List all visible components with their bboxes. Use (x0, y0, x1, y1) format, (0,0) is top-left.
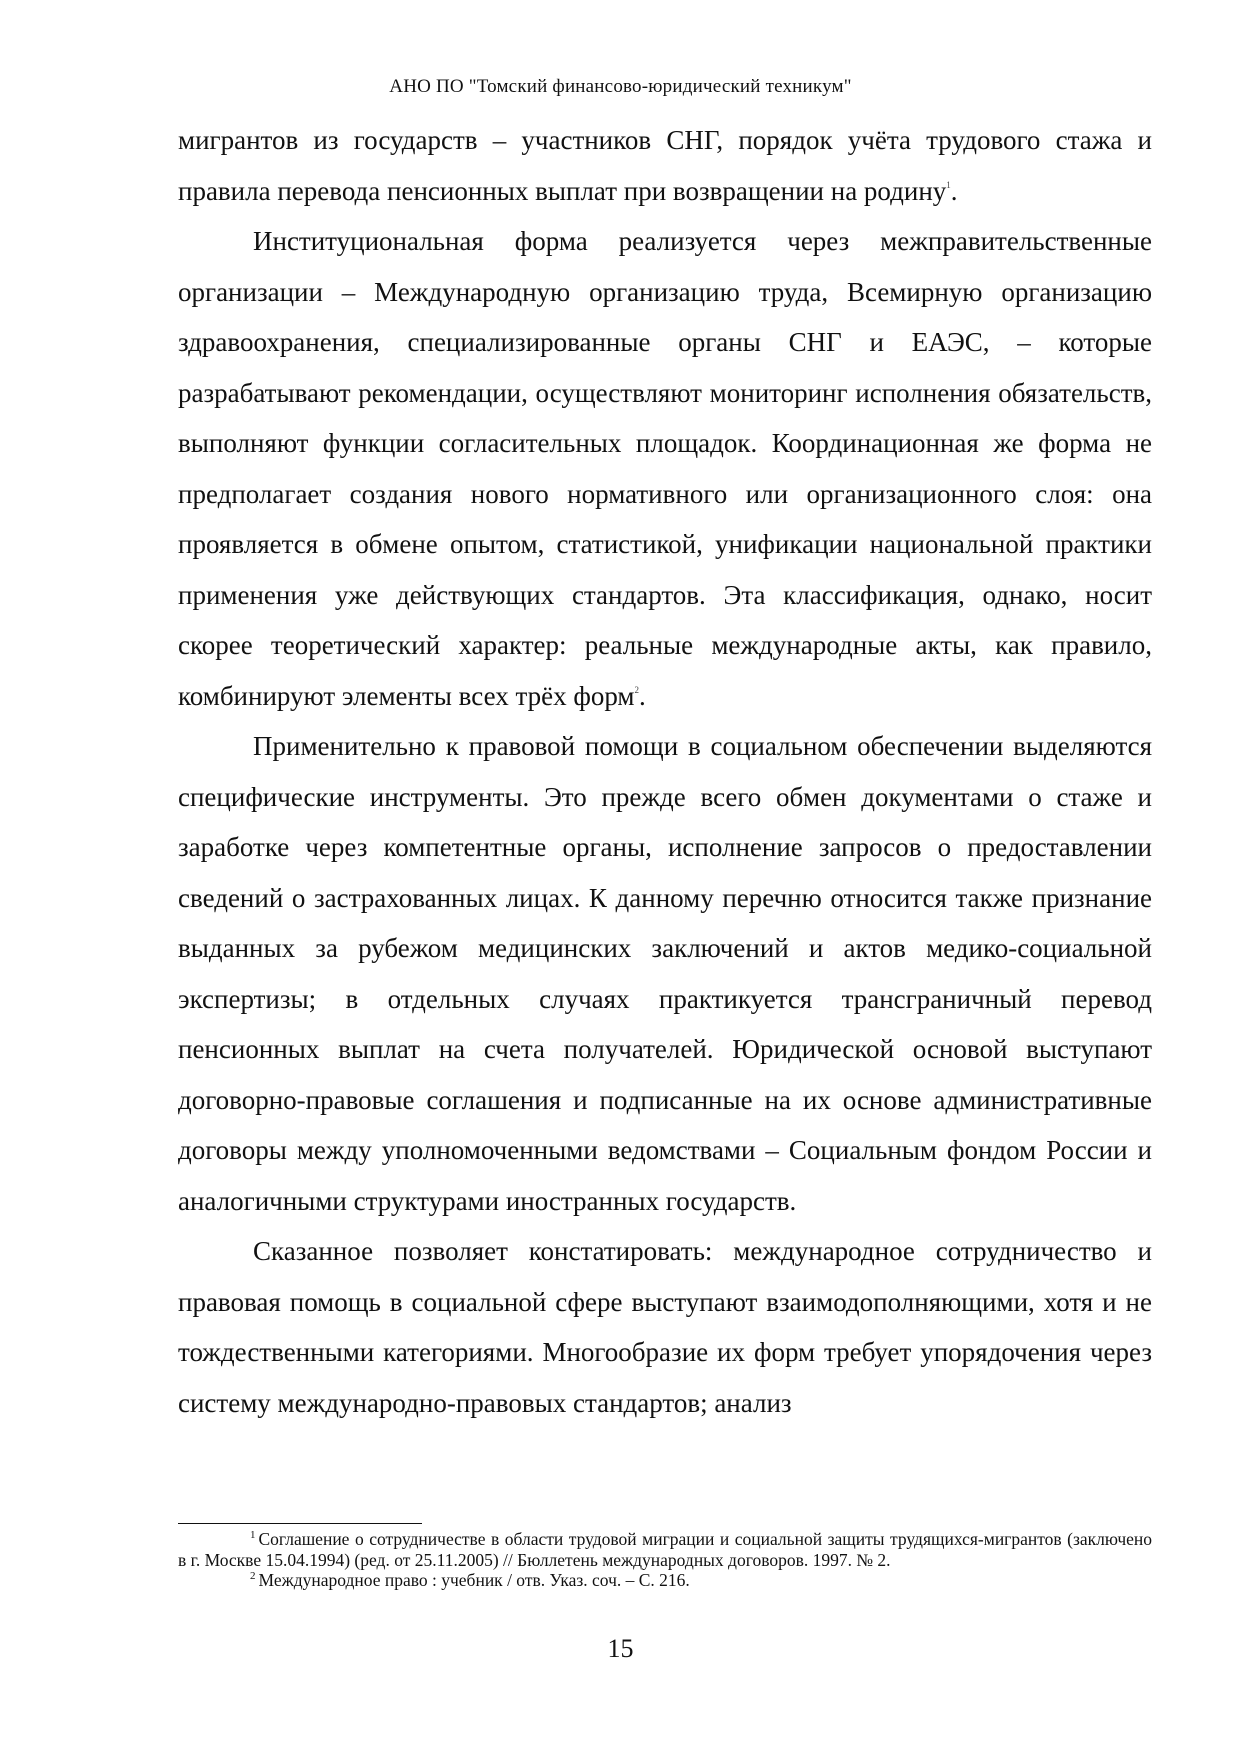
running-header: АНО ПО "Томский финансово-юридический техникум" (389, 76, 852, 97)
footnote-2 (178, 1570, 1152, 1591)
main-text (178, 115, 1152, 1428)
footnote-ref-1[interactable]: 1 (946, 179, 951, 190)
paragraph-4: Сказанное позволяет констатировать: международное сотрудничество и правовая помощь в социальной сфере выступают взаимодополняющими, хотя и не тождественными категориями. Многообразие их форм требует упорядочения через систему международно-правовых стандартов; анализ (178, 1236, 1152, 1418)
footnote-2-text: Международное право : учебник / отв. Указ. соч. – С. 216. (258, 1570, 690, 1590)
paragraph-1 (178, 115, 1152, 216)
paragraph-1-text: мигрантов из государств – участников СНГ, порядок учёта трудового стажа и правила перевода пенсионных выплат при возвращении на родину (178, 125, 1152, 206)
footnote-separator (178, 1523, 422, 1524)
footnote-1 (178, 1529, 1152, 1570)
paragraph-2-end: . (639, 680, 646, 711)
paragraph-1-end: . (950, 175, 958, 206)
footnote-2-mark: 2 (250, 1570, 256, 1582)
footnote-ref-2[interactable]: 2 (634, 684, 639, 695)
paragraph-2-text: Институциональная форма реализуется через межправительственные организации – Международную организацию труда, Всемирную организацию здравоохранения, специализированные органы СНГ и ЕАЭС, – которые разрабатывают рекомендации, осуществляют мониторинг исполнения обязательств, выполняют функции согласительных площадок. Координационная же форма не предполагает создания нового нормативного или организационного слоя: она проявляется в обмене опытом, статистикой, унификации национальной практики применения уже действующих стандартов. Эта классификация, однако, носит скорее теоретический характер: реальные международные акты, как правило, комбинируют элементы всех трёх форм (178, 226, 1152, 711)
paragraph-2 (178, 216, 1152, 721)
footnotes (178, 1529, 1152, 1591)
page-number: 15 (607, 1634, 634, 1663)
paragraph-3: Применительно к правовой помощи в социальном обеспечении выделяются специфические инструменты. Это прежде всего обмен документами о стаже и заработке через компетентные органы, исполнение запросов о предоставлении сведений о застрахованных лицах. К данному перечню относится также признание выданных за рубежом медицинских заключений и актов медико-социальной экспертизы; в отдельных случаях практикуется трансграничный перевод пенсионных выплат на счета получателей. Юридической основой выступают договорно-правовые соглашения и подписанные на их основе административные договоры между уполномоченными ведомствами – Социальным фондом России и аналогичными структурами иностранных государств. (178, 731, 1152, 1216)
footnote-1-mark: 1 (250, 1529, 256, 1541)
footnote-1-text: Соглашение о сотрудничестве в области трудовой миграции и социальной защиты трудящихся-мигрантов (заключено в г. Москве 15.04.1994) (ред. от 25.11.2005) // Бюллетень международных договоров. 1997. № 2. (178, 1529, 1152, 1570)
